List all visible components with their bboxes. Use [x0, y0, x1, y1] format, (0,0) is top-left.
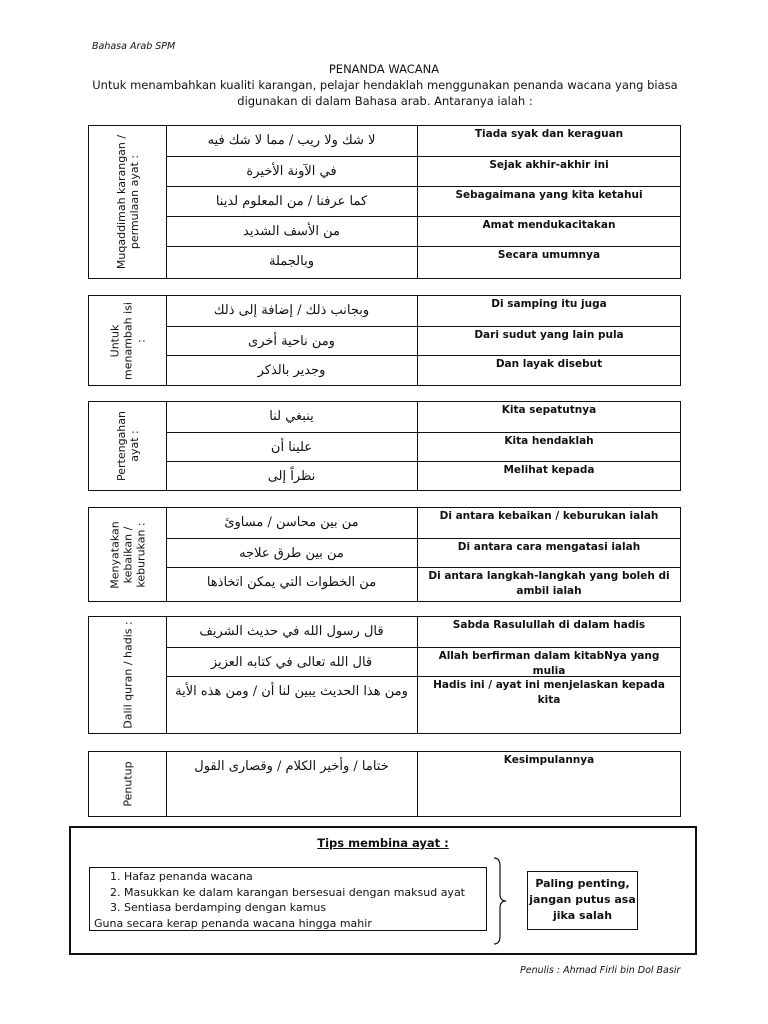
section-menambah-isi — [88, 295, 681, 386]
malay-meaning: Hadis ini / ayat ini menjelaskan kepada kita — [433, 679, 665, 706]
tips-list — [89, 867, 487, 931]
malay-meaning: Di samping itu juga — [491, 298, 607, 310]
list-item: 3. Sentiasa berdamping dengan kamus — [124, 900, 482, 916]
section-label: Muqaddimah karangan / permulaan ayat : — [89, 126, 167, 278]
table-row — [166, 432, 680, 462]
table-row — [166, 216, 680, 247]
malay-meaning: Amat mendukacitakan — [482, 219, 616, 231]
arabic-phrase: في الآونة الأخيرة — [166, 157, 418, 187]
arabic-phrase: نظراً إلى — [166, 462, 418, 491]
arabic-phrase: وبجانب ذلك / إضافة إلى ذلك — [166, 296, 418, 326]
arabic-phrase: قال الله تعالى في كتابه العزيز — [166, 648, 418, 677]
table-row — [166, 355, 680, 386]
malay-meaning: Melihat kepada — [503, 464, 595, 476]
arabic-phrase: من الأسف الشديد — [166, 217, 418, 247]
malay-meaning: Secara umumnya — [497, 249, 601, 261]
section-penutup — [88, 751, 681, 817]
header-subject-tag: Bahasa Arab SPM — [92, 41, 176, 52]
section-label: Untuk menambah isi : — [89, 296, 167, 385]
tips-title: Tips membina ayat : — [317, 836, 449, 850]
table-row — [166, 617, 680, 647]
arabic-phrase: ومن ناحية أخرى — [166, 327, 418, 356]
table-row — [166, 676, 680, 734]
list-item: 1. Hafaz penanda wacana — [124, 869, 482, 885]
arabic-phrase: ختاما / وأخير الكلام / وقصارى القول — [166, 752, 418, 816]
malay-meaning: Tiada syak dan keraguan — [474, 128, 624, 140]
arabic-phrase: من الخطوات التي يمكن اتخاذها — [166, 568, 418, 602]
page-title: PENANDA WACANA — [328, 62, 440, 76]
footer-author: Penulis : Ahmad Firli bin Dol Basir — [520, 965, 681, 976]
section-dalil — [88, 616, 681, 734]
section-label: Penutup — [89, 752, 167, 816]
arabic-phrase: قال رسول الله في حديث الشريف — [166, 617, 418, 647]
malay-meaning: Dan layak disebut — [495, 358, 603, 370]
section-label: Pertengahan ayat : — [89, 402, 167, 490]
malay-meaning: Kita sepatutnya — [501, 404, 597, 416]
table-row — [166, 156, 680, 187]
table-row — [166, 567, 680, 602]
arabic-phrase: وجدير بالذكر — [166, 356, 418, 386]
table-row — [166, 508, 680, 538]
arabic-phrase: كما عرفنا / من المعلوم لدينا — [166, 187, 418, 217]
table-row — [166, 246, 680, 279]
malay-meaning: Kita hendaklah — [504, 435, 594, 447]
tips-box — [69, 826, 697, 955]
table-row — [166, 538, 680, 568]
section-label: Dalil quran / hadis : — [89, 617, 167, 733]
section-muqaddimah — [88, 125, 681, 279]
arabic-phrase: من بين محاسن / مساوئ — [166, 508, 418, 538]
section-label: Menyatakan kebaikan / keburukan : — [89, 508, 167, 601]
table-row — [166, 647, 680, 677]
malay-meaning: Kesimpulannya — [503, 754, 595, 766]
malay-meaning: Sabda Rasulullah di dalam hadis — [452, 619, 646, 631]
table-row — [166, 402, 680, 432]
malay-meaning: Dari sudut yang lain pula — [474, 329, 624, 341]
table-row — [166, 296, 680, 326]
malay-meaning: Allah berfirman dalam kitabNya yang mulia — [438, 650, 660, 677]
malay-meaning: Di antara cara mengatasi ialah — [457, 541, 641, 553]
arabic-phrase: من بين طرق علاجه — [166, 539, 418, 568]
table-row — [166, 326, 680, 356]
table-row — [166, 752, 680, 816]
arabic-phrase: ينبغي لنا — [166, 402, 418, 432]
arabic-phrase: وبالجملة — [166, 247, 418, 279]
malay-meaning: Sejak akhir-akhir ini — [489, 159, 609, 171]
list-item: 2. Masukkan ke dalam karangan bersesuai dengan maksud ayat — [124, 885, 482, 901]
table-row — [166, 126, 680, 156]
arabic-phrase: لا شك ولا ريب / مما لا شك فيه — [166, 126, 418, 156]
right-brace-icon — [492, 856, 508, 946]
intro-text: Untuk menambahkan kualiti karangan, pelajar hendaklah menggunakan penanda wacana yang biasa digunakan di dalam Bahasa arab. Antaranya ialah : — [92, 78, 678, 108]
section-kebaikan-keburukan — [88, 507, 681, 602]
table-row — [166, 186, 680, 217]
malay-meaning: Di antara kebaikan / keburukan ialah — [439, 510, 659, 522]
table-row — [166, 461, 680, 491]
section-pertengahan-ayat — [88, 401, 681, 491]
malay-meaning: Sebagaimana yang kita ketahui — [455, 189, 643, 201]
malay-meaning: Di antara langkah-langkah yang boleh di ambil ialah — [428, 570, 670, 597]
tips-note: Paling penting, jangan putus asa jika salah — [527, 871, 638, 930]
arabic-phrase: علينا أن — [166, 433, 418, 462]
arabic-phrase: ومن هذا الحديث يبين لنا أن / ومن هذه الأية — [166, 677, 418, 734]
tips-extra-line: Guna secara kerap penanda wacana hingga mahir — [94, 916, 372, 930]
